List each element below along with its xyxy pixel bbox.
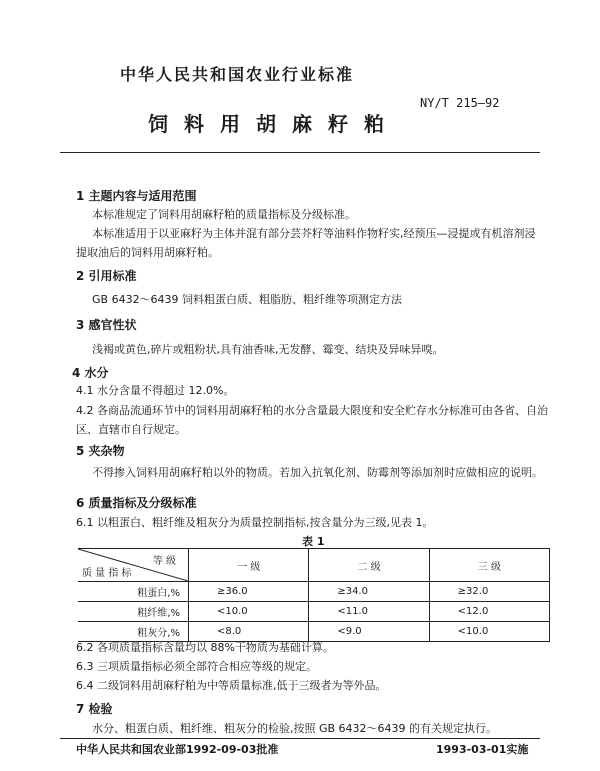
table-row	[78, 602, 550, 622]
section-4-1: 4.1 水分含量不得超过 12.0%。	[76, 384, 235, 397]
section-5-paragraph-1: 不得掺入饲料用胡麻籽粕以外的物质。若加入抗氧化剂、防霉剂等添加剂时应做相应的说明。	[92, 466, 543, 479]
section-1-heading: 1 主题内容与适用范围	[76, 189, 197, 203]
section-7-heading: 7 检验	[76, 702, 113, 716]
section-4-2: 4.2 各商品流通环节中的饲料用胡麻籽粕的水分含量最大限度和安全贮存水分标准可由各省、自治区、直辖市自行规定。	[76, 404, 548, 436]
table-cell: ≥32.0	[429, 582, 549, 602]
section-6-3: 6.3 三项质量指标必须全部符合相应等级的规定。	[76, 660, 317, 673]
table-header-row	[78, 549, 550, 582]
row-label: 粗纤维,%	[78, 602, 189, 622]
table-cell: ≥36.0	[189, 582, 309, 602]
section-6-1: 6.1 以粗蛋白、粗纤维及粗灰分为质量控制指标,按含量分为三级,见表 1。	[76, 516, 434, 529]
section-5-heading: 5 夹杂物	[76, 444, 125, 458]
section-2-paragraph-1: GB 6432～6439 饲料粗蛋白质、粗脂肪、粗纤维等项测定方法	[92, 293, 403, 306]
bottom-divider	[60, 738, 540, 739]
section-7-paragraph-1: 水分、粗蛋白质、粗纤维、粗灰分的检验,按照 GB 6432～6439 的有关规定执行。	[92, 722, 498, 735]
section-3-paragraph-1: 浅褐或黄色,碎片或粗粉状,具有油香味,无发酵、霉变、结块及异味异嗅。	[92, 343, 444, 356]
corner-grade-label: 等 级	[152, 556, 176, 567]
table-corner-cell	[78, 549, 189, 582]
grade-table	[78, 548, 550, 642]
section-2-heading: 2 引用标准	[76, 269, 137, 283]
table-caption: 表 1	[302, 535, 325, 548]
table-cell: <10.0	[429, 622, 549, 642]
issue-statement: 中华人民共和国农业部1992-09-03批准	[76, 743, 279, 756]
grade-header: 二 级	[309, 549, 429, 582]
section-6-2: 6.2 各项质量指标含量均以 88%干物质为基础计算。	[76, 641, 334, 654]
standard-code: NY/T 215—92	[420, 96, 500, 110]
implementation-date: 1993-03-01实施	[436, 743, 529, 756]
table-cell: <8.0	[189, 622, 309, 642]
row-label: 粗灰分,%	[78, 622, 189, 642]
section-1-paragraph-2: 本标准适用于以亚麻籽为主体并混有部分芸芥籽等油料作物籽实,经预压—浸提或有机溶剂浸提取油后的饲料用胡麻籽粕。	[76, 227, 536, 259]
section-3-heading: 3 感官性状	[76, 318, 137, 332]
standard-type: 中华人民共和国农业行业标准	[120, 65, 355, 84]
table-cell: <10.0	[189, 602, 309, 622]
top-divider	[60, 152, 540, 153]
table-cell: <9.0	[309, 622, 429, 642]
section-6-heading: 6 质量指标及分级标准	[76, 496, 197, 510]
table-row	[78, 582, 550, 602]
grade-header: 三 级	[429, 549, 549, 582]
row-label: 粗蛋白,%	[78, 582, 189, 602]
section-1-paragraph-1: 本标准规定了饲料用胡麻籽粕的质量指标及分级标准。	[92, 208, 356, 221]
section-6-4: 6.4 二级饲料用胡麻籽粕为中等质量标准,低于三级者为等外品。	[76, 679, 387, 692]
corner-indicator-label: 质 量 指 标	[82, 568, 132, 579]
grade-header: 一 级	[189, 549, 309, 582]
table-cell: ≥34.0	[309, 582, 429, 602]
table-cell: <12.0	[429, 602, 549, 622]
table-cell: <11.0	[309, 602, 429, 622]
section-4-heading: 4 水分	[72, 366, 109, 380]
document-title: 饲料用胡麻籽粕	[148, 112, 400, 136]
